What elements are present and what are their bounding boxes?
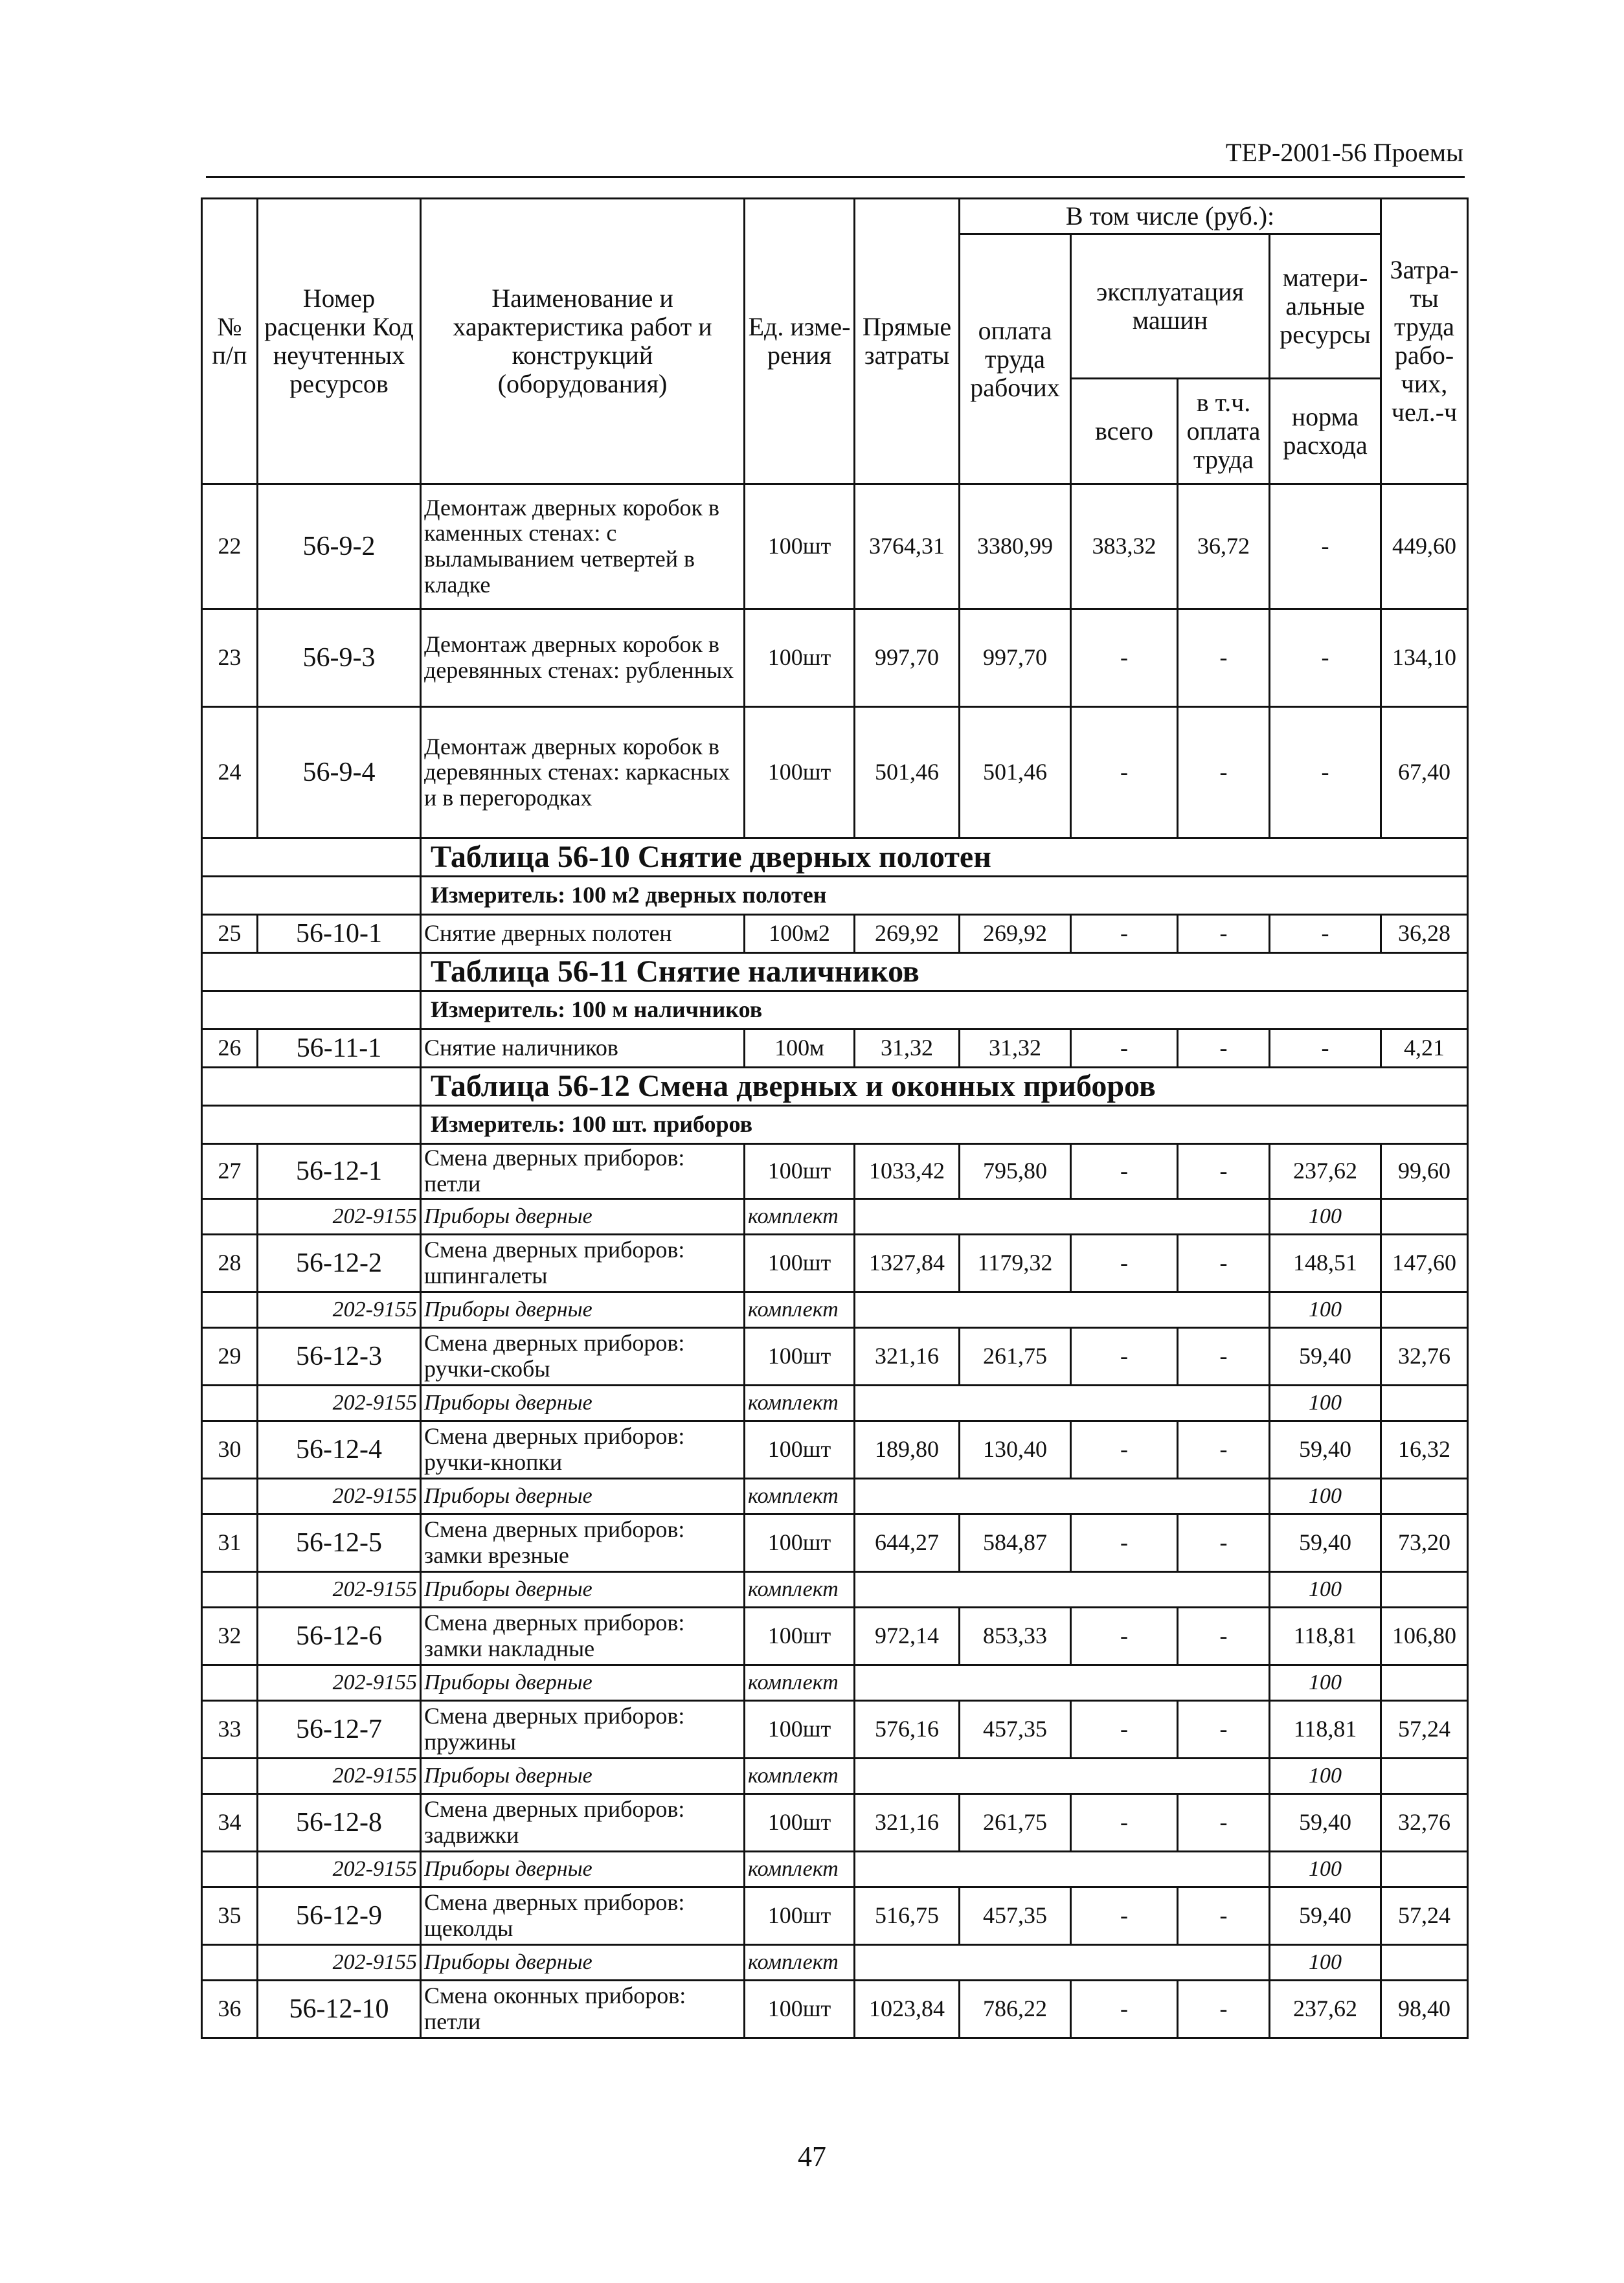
row-unit: 100шт [745, 707, 855, 838]
row-machines-pay: - [1178, 1235, 1270, 1292]
row-name: Смена оконных приборов: петли [421, 1981, 745, 2038]
table-section-title-row [202, 1068, 1468, 1106]
row-materials: 59,40 [1270, 1421, 1381, 1479]
blank-cell [855, 1199, 1270, 1235]
row-name: Смена дверных приборов: замки врезные [421, 1514, 745, 1572]
resource-row [202, 1945, 1468, 1981]
col-materials-header: матери-альные ресурсы [1270, 234, 1381, 379]
table-measure-row [202, 877, 1468, 915]
blank-cell [202, 877, 421, 915]
table-row [202, 1981, 1468, 2038]
row-labor-hours: 16,32 [1381, 1421, 1468, 1479]
row-code: 56-9-4 [258, 707, 421, 838]
row-labor-hours: 57,24 [1381, 1887, 1468, 1945]
row-unit: 100шт [745, 609, 855, 707]
row-labor-hours: 57,24 [1381, 1701, 1468, 1759]
resource-code: 202-9155 [258, 1945, 421, 1981]
table-row [202, 1235, 1468, 1292]
blank-cell [202, 1199, 258, 1235]
row-name: Смена дверных приборов: шпингалеты [421, 1235, 745, 1292]
resource-code: 202-9155 [258, 1386, 421, 1421]
row-num: 35 [202, 1887, 258, 1945]
col-group-header: В том числе (руб.): [960, 199, 1381, 234]
row-direct-cost: 321,16 [855, 1794, 960, 1852]
row-materials: - [1270, 484, 1381, 609]
row-materials: 118,81 [1270, 1608, 1381, 1665]
blank-cell [202, 1945, 258, 1981]
row-machines-pay: - [1178, 1328, 1270, 1386]
row-num: 30 [202, 1421, 258, 1479]
resource-code: 202-9155 [258, 1479, 421, 1514]
row-direct-cost: 31,32 [855, 1029, 960, 1068]
row-code: 56-12-4 [258, 1421, 421, 1479]
resource-code: 202-9155 [258, 1665, 421, 1701]
table-row [202, 707, 1468, 838]
blank-cell [855, 1479, 1270, 1514]
blank-cell [202, 1759, 258, 1794]
resource-code: 202-9155 [258, 1572, 421, 1608]
resource-row [202, 1292, 1468, 1328]
row-code: 56-12-5 [258, 1514, 421, 1572]
row-unit: 100шт [745, 1235, 855, 1292]
table-row [202, 1514, 1468, 1572]
resource-row [202, 1199, 1468, 1235]
col-code-header: Номер расценки Код неучтенных ресурсов [258, 199, 421, 484]
row-name: Смена дверных приборов: пружины [421, 1701, 745, 1759]
table-row [202, 1029, 1468, 1068]
resource-norm: 100 [1270, 1945, 1381, 1981]
row-direct-cost: 321,16 [855, 1328, 960, 1386]
resource-row [202, 1386, 1468, 1421]
blank-cell [202, 1106, 421, 1144]
resource-row [202, 1572, 1468, 1608]
row-name: Демонтаж дверных коробок в каменных стенах: с выламыванием четвертей в кладке [421, 484, 745, 609]
row-labor-pay: 853,33 [960, 1608, 1071, 1665]
row-labor-pay: 584,87 [960, 1514, 1071, 1572]
row-materials: - [1270, 1029, 1381, 1068]
row-labor-hours: 4,21 [1381, 1029, 1468, 1068]
resource-name: Приборы дверные [421, 1292, 745, 1328]
row-labor-hours: 73,20 [1381, 1514, 1468, 1572]
resource-norm: 100 [1270, 1759, 1381, 1794]
row-num: 27 [202, 1144, 258, 1199]
row-labor-hours: 32,76 [1381, 1328, 1468, 1386]
row-labor-pay: 501,46 [960, 707, 1071, 838]
row-labor-pay: 261,75 [960, 1328, 1071, 1386]
section-measure: Измеритель: 100 м наличников [421, 991, 1468, 1029]
row-machines-total: - [1071, 707, 1178, 838]
row-materials: 59,40 [1270, 1794, 1381, 1852]
table-row [202, 1701, 1468, 1759]
resource-norm: 100 [1270, 1572, 1381, 1608]
col-labor-pay-header: оплата труда рабочих [960, 234, 1071, 484]
row-name: Демонтаж дверных коробок в деревянных стенах: рубленных [421, 609, 745, 707]
row-labor-hours: 67,40 [1381, 707, 1468, 838]
resource-name: Приборы дверные [421, 1759, 745, 1794]
blank-cell [855, 1572, 1270, 1608]
row-name: Смена дверных приборов: щеколды [421, 1887, 745, 1945]
row-materials: 148,51 [1270, 1235, 1381, 1292]
resource-unit: комплект [745, 1665, 855, 1701]
row-machines-total: - [1071, 1328, 1178, 1386]
row-materials: 59,40 [1270, 1514, 1381, 1572]
row-machines-pay: - [1178, 1608, 1270, 1665]
row-unit: 100шт [745, 1608, 855, 1665]
row-machines-total: - [1071, 1794, 1178, 1852]
row-direct-cost: 1033,42 [855, 1144, 960, 1199]
table-section-title-row [202, 838, 1468, 877]
row-labor-pay: 31,32 [960, 1029, 1071, 1068]
section-title: Таблица 56-12 Смена дверных и оконных приборов [421, 1068, 1468, 1106]
row-code: 56-12-1 [258, 1144, 421, 1199]
blank-cell [1381, 1945, 1468, 1981]
table-row [202, 1144, 1468, 1199]
resource-name: Приборы дверные [421, 1665, 745, 1701]
row-materials: 59,40 [1270, 1328, 1381, 1386]
resource-norm: 100 [1270, 1199, 1381, 1235]
row-unit: 100шт [745, 1421, 855, 1479]
row-machines-pay: - [1178, 609, 1270, 707]
col-machines-total-header: всего [1071, 379, 1178, 484]
row-num: 34 [202, 1794, 258, 1852]
blank-cell [855, 1292, 1270, 1328]
row-num: 29 [202, 1328, 258, 1386]
resource-unit: комплект [745, 1759, 855, 1794]
row-name: Демонтаж дверных коробок в деревянных стенах: каркасных и в перегородках [421, 707, 745, 838]
row-labor-pay: 130,40 [960, 1421, 1071, 1479]
row-code: 56-12-7 [258, 1701, 421, 1759]
resource-code: 202-9155 [258, 1759, 421, 1794]
table-body [202, 484, 1468, 2038]
section-title: Таблица 56-11 Снятие наличников [421, 953, 1468, 991]
table-row [202, 1608, 1468, 1665]
row-code: 56-12-8 [258, 1794, 421, 1852]
row-code: 56-9-2 [258, 484, 421, 609]
row-machines-total: - [1071, 609, 1178, 707]
row-name: Снятие дверных полотен [421, 915, 745, 953]
row-name: Снятие наличников [421, 1029, 745, 1068]
row-direct-cost: 516,75 [855, 1887, 960, 1945]
row-machines-pay: - [1178, 1514, 1270, 1572]
table-row [202, 1794, 1468, 1852]
row-code: 56-12-3 [258, 1328, 421, 1386]
row-code: 56-12-10 [258, 1981, 421, 2038]
blank-cell [202, 1292, 258, 1328]
resource-unit: комплект [745, 1945, 855, 1981]
page-number: 47 [798, 2141, 826, 2172]
row-materials: 237,62 [1270, 1144, 1381, 1199]
row-labor-pay: 3380,99 [960, 484, 1071, 609]
row-machines-pay: - [1178, 1887, 1270, 1945]
resource-name: Приборы дверные [421, 1572, 745, 1608]
row-name: Смена дверных приборов: задвижки [421, 1794, 745, 1852]
blank-cell [855, 1945, 1270, 1981]
document-header-title: ТЕР-2001-56 Проемы [1225, 138, 1463, 167]
row-materials: 118,81 [1270, 1701, 1381, 1759]
row-labor-pay: 457,35 [960, 1701, 1071, 1759]
row-num: 26 [202, 1029, 258, 1068]
blank-cell [1381, 1852, 1468, 1887]
table-section-title-row [202, 953, 1468, 991]
row-labor-hours: 449,60 [1381, 484, 1468, 609]
row-num: 23 [202, 609, 258, 707]
blank-cell [202, 1665, 258, 1701]
row-machines-pay: - [1178, 1981, 1270, 2038]
row-unit: 100шт [745, 1794, 855, 1852]
blank-cell [1381, 1386, 1468, 1421]
table-row [202, 1887, 1468, 1945]
blank-cell [855, 1759, 1270, 1794]
blank-cell [1381, 1572, 1468, 1608]
blank-cell [855, 1386, 1270, 1421]
resource-name: Приборы дверные [421, 1852, 745, 1887]
row-machines-pay: - [1178, 1794, 1270, 1852]
resource-name: Приборы дверные [421, 1199, 745, 1235]
section-measure: Измеритель: 100 м2 дверных полотен [421, 877, 1468, 915]
table-row [202, 1328, 1468, 1386]
resource-unit: комплект [745, 1386, 855, 1421]
section-measure: Измеритель: 100 шт. приборов [421, 1106, 1468, 1144]
table-measure-row [202, 991, 1468, 1029]
row-num: 25 [202, 915, 258, 953]
col-unit-header: Ед. изме-рения [745, 199, 855, 484]
row-labor-pay: 795,80 [960, 1144, 1071, 1199]
row-num: 24 [202, 707, 258, 838]
blank-cell [202, 953, 421, 991]
resource-norm: 100 [1270, 1665, 1381, 1701]
row-machines-total: - [1071, 1421, 1178, 1479]
table-header [202, 199, 1468, 484]
row-labor-hours: 98,40 [1381, 1981, 1468, 2038]
col-num-header: № п/п [202, 199, 258, 484]
row-labor-pay: 997,70 [960, 609, 1071, 707]
resource-norm: 100 [1270, 1292, 1381, 1328]
row-machines-total: - [1071, 1514, 1178, 1572]
resource-code: 202-9155 [258, 1852, 421, 1887]
resource-name: Приборы дверные [421, 1386, 745, 1421]
row-labor-hours: 36,28 [1381, 915, 1468, 953]
row-code: 56-11-1 [258, 1029, 421, 1068]
row-direct-cost: 189,80 [855, 1421, 960, 1479]
blank-cell [855, 1665, 1270, 1701]
resource-norm: 100 [1270, 1852, 1381, 1887]
col-direct-header: Прямые затраты [855, 199, 960, 484]
table-row [202, 609, 1468, 707]
row-materials: 237,62 [1270, 1981, 1381, 2038]
row-machines-total: - [1071, 1701, 1178, 1759]
row-direct-cost: 644,27 [855, 1514, 960, 1572]
resource-name: Приборы дверные [421, 1479, 745, 1514]
row-machines-total: - [1071, 1144, 1178, 1199]
resource-unit: комплект [745, 1292, 855, 1328]
row-unit: 100шт [745, 1701, 855, 1759]
row-num: 36 [202, 1981, 258, 2038]
row-machines-total: - [1071, 915, 1178, 953]
row-machines-pay: - [1178, 1701, 1270, 1759]
row-labor-hours: 99,60 [1381, 1144, 1468, 1199]
price-table [201, 197, 1469, 2039]
row-unit: 100шт [745, 1144, 855, 1199]
row-code: 56-12-9 [258, 1887, 421, 1945]
row-machines-total: - [1071, 1029, 1178, 1068]
row-name: Смена дверных приборов: ручки-скобы [421, 1328, 745, 1386]
blank-cell [202, 838, 421, 877]
row-materials: 59,40 [1270, 1887, 1381, 1945]
row-num: 33 [202, 1701, 258, 1759]
resource-norm: 100 [1270, 1386, 1381, 1421]
section-title: Таблица 56-10 Снятие дверных полотен [421, 838, 1468, 877]
row-machines-pay: - [1178, 707, 1270, 838]
row-name: Смена дверных приборов: замки накладные [421, 1608, 745, 1665]
col-materials-norm-header: норма расхода [1270, 379, 1381, 484]
blank-cell [202, 1572, 258, 1608]
row-num: 22 [202, 484, 258, 609]
row-labor-hours: 147,60 [1381, 1235, 1468, 1292]
blank-cell [202, 1852, 258, 1887]
resource-row [202, 1479, 1468, 1514]
resource-unit: комплект [745, 1479, 855, 1514]
row-materials: - [1270, 707, 1381, 838]
row-materials: - [1270, 609, 1381, 707]
row-name: Смена дверных приборов: петли [421, 1144, 745, 1199]
row-unit: 100м2 [745, 915, 855, 953]
row-materials: - [1270, 915, 1381, 953]
row-labor-hours: 134,10 [1381, 609, 1468, 707]
table-measure-row [202, 1106, 1468, 1144]
row-labor-hours: 106,80 [1381, 1608, 1468, 1665]
resource-norm: 100 [1270, 1479, 1381, 1514]
row-direct-cost: 501,46 [855, 707, 960, 838]
row-machines-total: 383,32 [1071, 484, 1178, 609]
row-code: 56-9-3 [258, 609, 421, 707]
row-code: 56-12-6 [258, 1608, 421, 1665]
row-direct-cost: 1023,84 [855, 1981, 960, 2038]
table-row [202, 484, 1468, 609]
resource-row [202, 1852, 1468, 1887]
row-labor-pay: 269,92 [960, 915, 1071, 953]
row-machines-pay: - [1178, 1421, 1270, 1479]
row-direct-cost: 1327,84 [855, 1235, 960, 1292]
row-machines-pay: - [1178, 1144, 1270, 1199]
row-unit: 100шт [745, 1981, 855, 2038]
row-unit: 100шт [745, 1514, 855, 1572]
row-name: Смена дверных приборов: ручки-кнопки [421, 1421, 745, 1479]
row-direct-cost: 269,92 [855, 915, 960, 953]
blank-cell [202, 1479, 258, 1514]
resource-code: 202-9155 [258, 1292, 421, 1328]
row-unit: 100шт [745, 484, 855, 609]
col-machines-header: эксплуатация машин [1071, 234, 1270, 379]
row-labor-hours: 32,76 [1381, 1794, 1468, 1852]
col-name-header: Наименование и характеристика работ и конструкций (оборудования) [421, 199, 745, 484]
resource-unit: комплект [745, 1572, 855, 1608]
table-row [202, 915, 1468, 953]
blank-cell [1381, 1479, 1468, 1514]
blank-cell [202, 1386, 258, 1421]
col-labor-hours-header: Затра-ты труда рабо-чих, чел.-ч [1381, 199, 1468, 484]
row-labor-pay: 457,35 [960, 1887, 1071, 1945]
row-num: 28 [202, 1235, 258, 1292]
header-rule [206, 176, 1465, 178]
blank-cell [1381, 1292, 1468, 1328]
blank-cell [202, 991, 421, 1029]
resource-row [202, 1759, 1468, 1794]
row-labor-pay: 261,75 [960, 1794, 1071, 1852]
row-labor-pay: 786,22 [960, 1981, 1071, 2038]
table-row [202, 1421, 1468, 1479]
row-machines-pay: - [1178, 915, 1270, 953]
row-unit: 100м [745, 1029, 855, 1068]
row-machines-total: - [1071, 1981, 1178, 2038]
row-direct-cost: 997,70 [855, 609, 960, 707]
col-machines-pay-header: в т.ч. оплата труда [1178, 379, 1270, 484]
blank-cell [202, 1068, 421, 1106]
row-num: 32 [202, 1608, 258, 1665]
resource-name: Приборы дверные [421, 1945, 745, 1981]
resource-code: 202-9155 [258, 1199, 421, 1235]
row-unit: 100шт [745, 1328, 855, 1386]
row-machines-total: - [1071, 1235, 1178, 1292]
row-machines-pay: - [1178, 1029, 1270, 1068]
row-labor-pay: 1179,32 [960, 1235, 1071, 1292]
blank-cell [1381, 1759, 1468, 1794]
resource-unit: комплект [745, 1852, 855, 1887]
row-unit: 100шт [745, 1887, 855, 1945]
blank-cell [855, 1852, 1270, 1887]
row-code: 56-12-2 [258, 1235, 421, 1292]
row-machines-total: - [1071, 1887, 1178, 1945]
row-num: 31 [202, 1514, 258, 1572]
row-machines-pay: 36,72 [1178, 484, 1270, 609]
row-direct-cost: 3764,31 [855, 484, 960, 609]
blank-cell [1381, 1199, 1468, 1235]
row-direct-cost: 576,16 [855, 1701, 960, 1759]
resource-row [202, 1665, 1468, 1701]
resource-unit: комплект [745, 1199, 855, 1235]
row-code: 56-10-1 [258, 915, 421, 953]
row-machines-total: - [1071, 1608, 1178, 1665]
blank-cell [1381, 1665, 1468, 1701]
row-direct-cost: 972,14 [855, 1608, 960, 1665]
